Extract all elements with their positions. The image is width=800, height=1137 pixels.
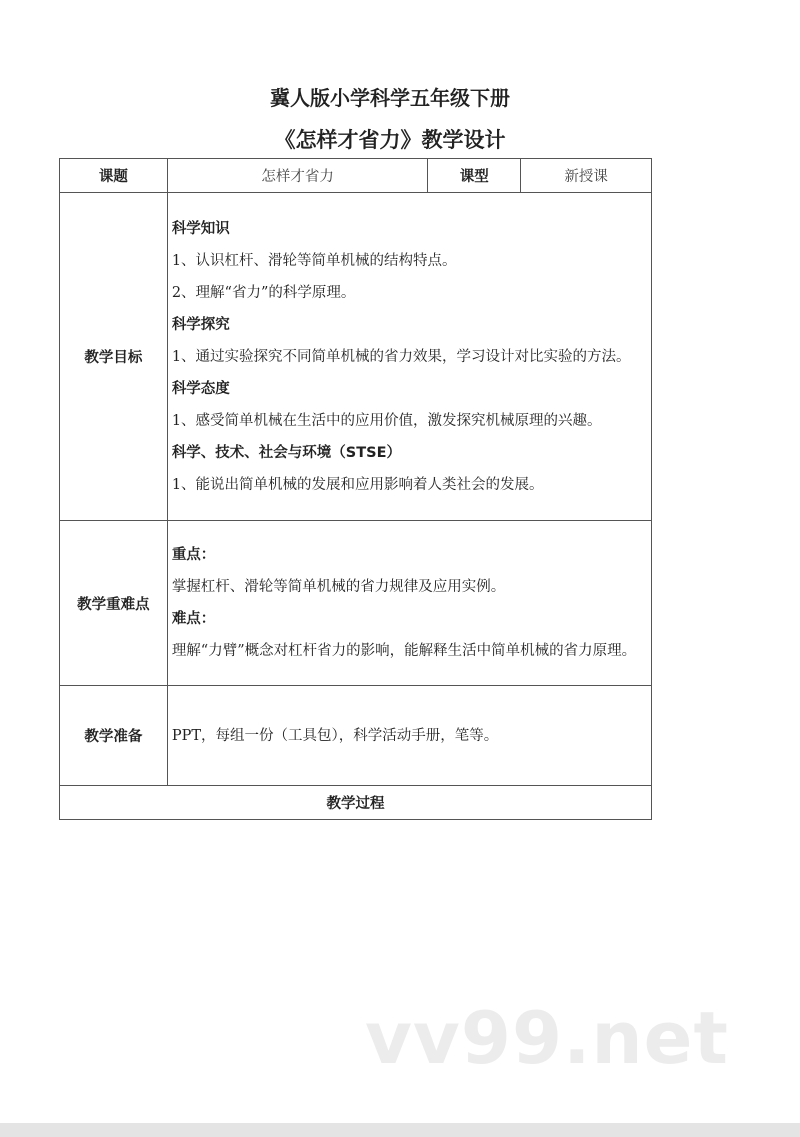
objectives-content <box>167 193 651 521</box>
bottom-bar <box>0 1123 800 1137</box>
prep-text: PPT，每组一份（工具包），科学活动手册，笔等。 <box>167 686 651 786</box>
objective-heading: 科学知识 <box>171 220 230 237</box>
watermark: vv99.net <box>365 996 729 1080</box>
process-label: 教学过程 <box>60 786 652 820</box>
objectives-label: 教学目标 <box>60 193 168 521</box>
objective-item: 1、认识杠杆、滑轮等简单机械的结构特点。 <box>171 252 457 269</box>
objective-heading: 科学、技术、社会与环境（STSE） <box>171 444 401 461</box>
objective-item: 2、理解“省力”的科学原理。 <box>171 284 356 301</box>
document-subtitle: 《怎样才省力》教学设计 <box>274 128 506 152</box>
keypoints-content <box>167 521 651 686</box>
objective-heading: 科学态度 <box>171 380 230 397</box>
key-heading: 重点： <box>171 547 216 563</box>
topic-row <box>60 159 652 193</box>
type-value: 新授课 <box>521 159 652 193</box>
difficult-text: 理解“力臂”概念对杠杆省力的影响，能解释生活中简单机械的省力原理。 <box>171 643 637 659</box>
prep-label: 教学准备 <box>60 686 168 786</box>
objectives-row <box>60 193 652 521</box>
topic-label: 课题 <box>60 159 168 193</box>
objective-heading: 科学探究 <box>171 316 230 333</box>
topic-value: 怎样才省力 <box>167 159 428 193</box>
difficult-heading: 难点： <box>171 611 216 627</box>
keypoints-row <box>60 521 652 686</box>
document-title: 冀人版小学科学五年级下册 <box>270 86 510 110</box>
process-row <box>60 786 652 820</box>
objective-item: 1、通过实验探究不同简单机械的省力效果，学习设计对比实验的方法。 <box>171 348 631 365</box>
lesson-plan-table <box>59 158 652 820</box>
prep-row <box>60 686 652 786</box>
key-text: 掌握杠杆、滑轮等简单机械的省力规律及应用实例。 <box>171 579 506 595</box>
type-label: 课型 <box>428 159 521 193</box>
objective-item: 1、能说出简单机械的发展和应用影响着人类社会的发展。 <box>171 476 544 493</box>
keypoints-label: 教学重难点 <box>60 521 168 686</box>
objective-item: 1、感受简单机械在生活中的应用价值，激发探究机械原理的兴趣。 <box>171 412 602 429</box>
